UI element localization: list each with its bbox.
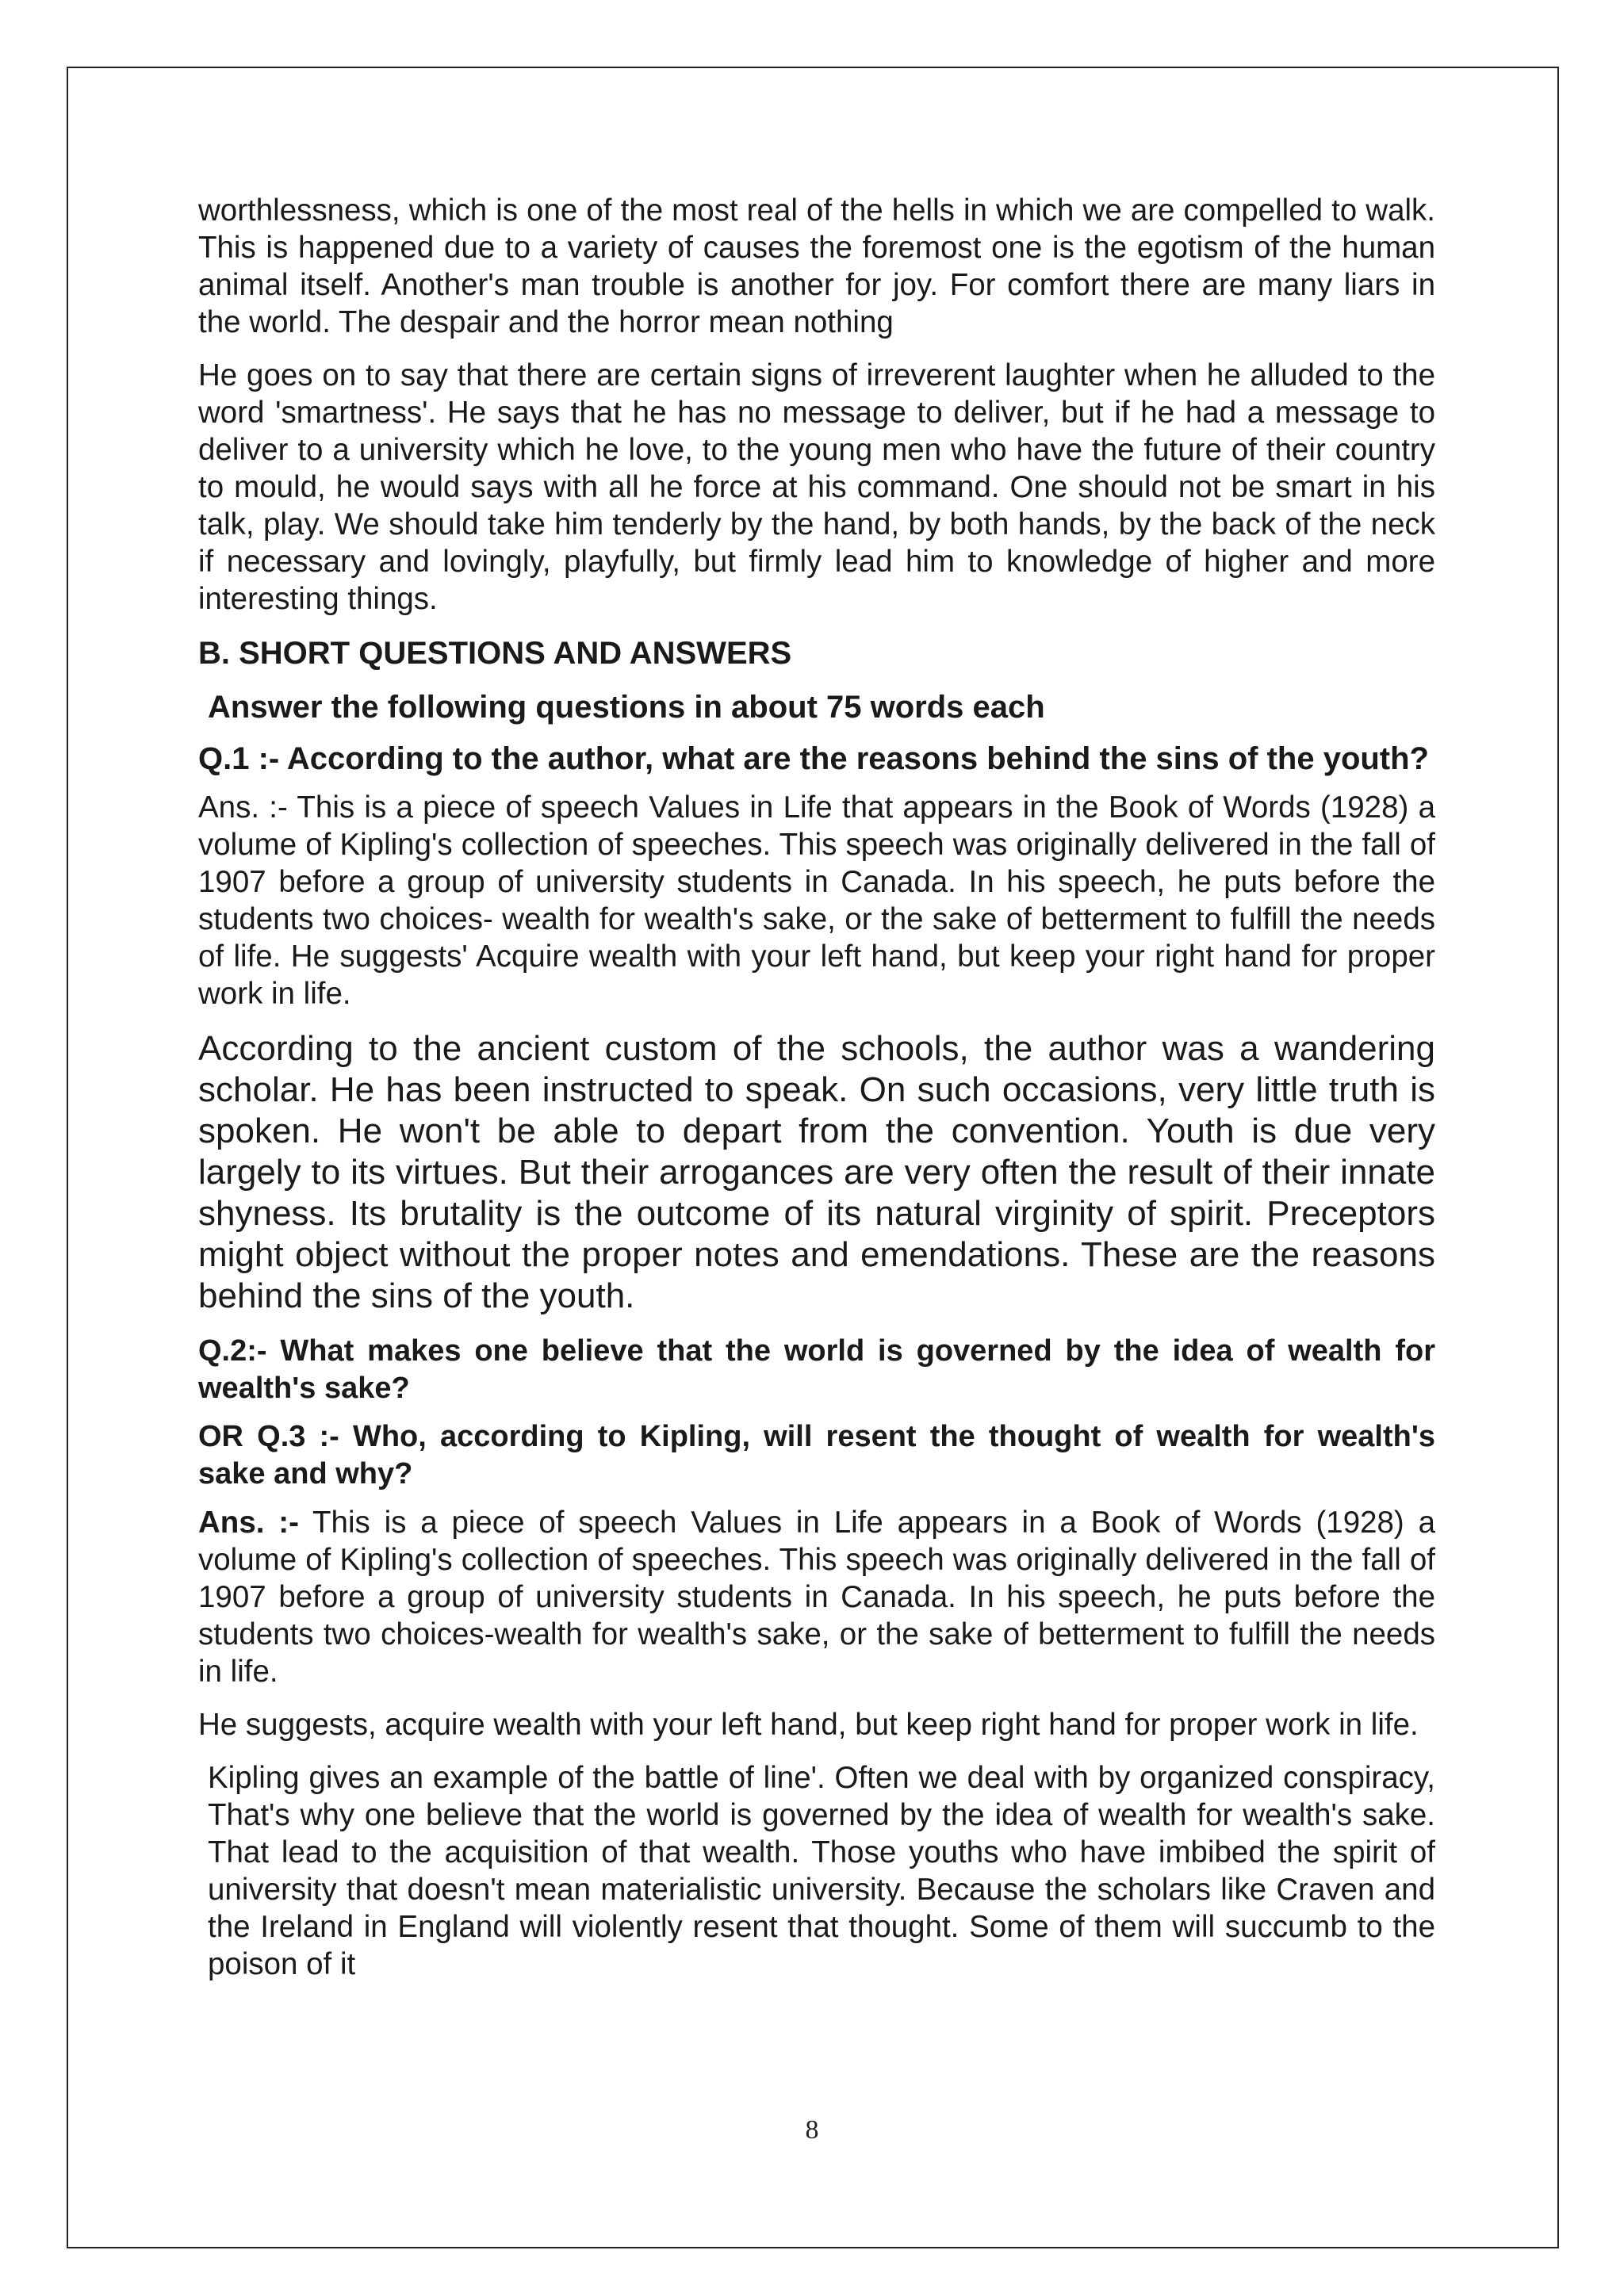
answer-label: Ans. :- <box>198 1506 299 1540</box>
answer-2-paragraph-3: Kipling gives an example of the battle of line'. Often we deal with by organized conspiracy, That's why one believe that the world is governed by the idea of wealth for wealth's sake. That lead to the acquisition of that wealth. Those youths who have imbibed the spirit of university that doesn't mean materialistic university. Because the scholars like Craven and the Ireland in England will violently resent that thought. Some of them will succumb to the poison of it <box>208 1761 1435 1981</box>
answer-2-paragraph-2: He suggests, acquire wealth with your left hand, but keep right hand for proper work in life. <box>198 1708 1419 1742</box>
answer-2-text: This is a piece of speech Values in Life appears in a Book of Words (1928) a volume of Kipling's collection of speeches. This speech was originally delivered in the fall of 1907 before a group of university students in Canada. In his speech, he puts before the students two choices-wealth for wealth's sake, or the sake of betterment to fulfill the needs in life. <box>198 1506 1435 1689</box>
paragraph-smartness: He goes on to say that there are certain signs of irreverent laughter when he alluded to the word 'smartness'. He says that he has no message to deliver, but if he had a message to deliver to a university which he love, to the young men who have the future of their country to mould, he would says with all he force at his command. One should not be smart in his talk, play. We should take him tenderly by the hand, by both hands, by the back of the neck if necessary and lovingly, playfully, but firmly lead him to knowledge of higher and more interesting things. <box>198 358 1435 616</box>
page-content <box>198 192 1435 1999</box>
question-3: OR Q.3 :- Who, according to Kipling, will resent the thought of wealth for wealth's sake and why? <box>198 1420 1435 1490</box>
answer-1-text: This is a piece of speech Values in Life that appears in the Book of Words (1928) a volume of Kipling's collection of speeches. This speech was originally delivered in the fall of 1907 before a group of university students in Canada. In his speech, he puts before the students two choices- wealth for wealth's sake, or the sake of betterment to fulfill the needs of life. He suggests' Acquire wealth with your left hand, but keep your right hand for proper work in life. <box>198 790 1435 1011</box>
answer-1-paragraph-2: According to the ancient custom of the schools, the author was a wandering scholar. He has been instructed to speak. On such occasions, very little truth is spoken. He won't be able to depart from the convention. Youth is due very largely to its virtues. But their arrogances are very often the result of their innate shyness. Its brutality is the outcome of its natural virginity of spirit. Preceptors might object without the proper notes and emendations. These are the reasons behind the sins of the youth. <box>198 1029 1435 1315</box>
section-instruction: Answer the following questions in about 75 words each <box>208 690 1045 725</box>
section-heading: B. SHORT QUESTIONS AND ANSWERS <box>198 636 792 671</box>
answer-label: Ans. :- <box>198 790 288 825</box>
page-number: 8 <box>805 2115 819 2145</box>
question-2: Q.2:- What makes one believe that the world is governed by the idea of wealth for wealth's sake? <box>198 1334 1435 1405</box>
paragraph-worthlessness: worthlessness, which is one of the most real of the hells in which we are compelled to walk. This is happened due to a variety of causes the foremost one is the egotism of the human animal itself. Another's man trouble is another for joy. For comfort there are many liars in the world. The despair and the horror mean nothing <box>198 193 1435 339</box>
question-1: Q.1 :- According to the author, what are the reasons behind the sins of the youth? <box>198 741 1429 776</box>
answer-1-paragraph-1 <box>198 789 1435 1012</box>
answer-2-paragraph-1 <box>198 1504 1435 1690</box>
